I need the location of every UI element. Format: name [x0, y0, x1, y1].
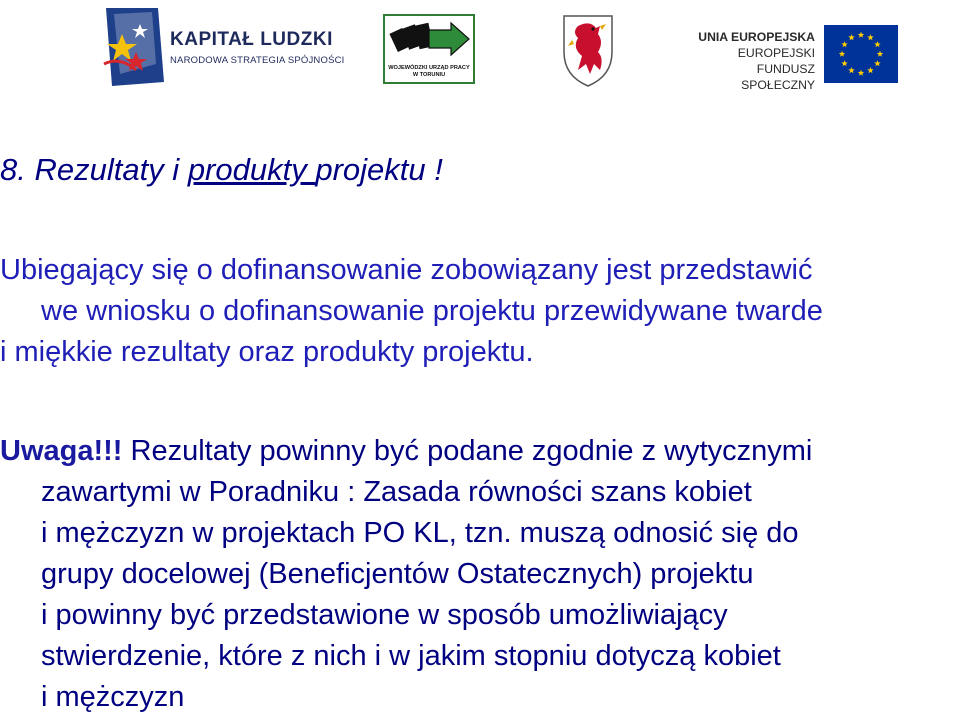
kapital-ludzki-subtitle: NARODOWA STRATEGIA SPÓJNOŚCI [170, 55, 345, 66]
note-line: zawartymi w Poradniku : Zasada równości szans kobiet [41, 476, 752, 508]
warning-label: Uwaga!!! [0, 435, 123, 467]
slide-title-end: projektu ! [315, 152, 443, 187]
eu-efs-text [690, 29, 815, 93]
wup-caption-line1: WOJEWÓDZKI URZĄD PRACY [388, 65, 470, 71]
coat-of-arms-logo [560, 12, 616, 88]
eu-line1: UNIA EUROPEJSKA [698, 30, 815, 44]
slide-title-underlined: produkty [187, 152, 316, 187]
eu-line2: EUROPEJSKI [737, 46, 815, 60]
kapital-ludzki-logo [100, 4, 350, 88]
wup-caption [383, 65, 475, 79]
logo-bar [0, 0, 960, 100]
note-line: i powinny być przedstawione w sposób umożliwiający [41, 599, 728, 631]
note-line: grupy docelowej (Beneficjentów Ostatecznych) projektu [41, 558, 754, 590]
note-line [0, 431, 960, 472]
note-line: i mężczyzn [41, 681, 185, 713]
eu-efs-logo [690, 20, 910, 92]
slide-title-start: 8. Rezultaty i [0, 152, 188, 187]
eu-line3: FUNDUSZ SPOŁECZNY [741, 62, 815, 92]
eu-flag-icon [824, 25, 898, 83]
slide-title [0, 152, 443, 188]
kapital-ludzki-emblem-icon [100, 4, 168, 88]
note-line: stwierdzenie, które z nich i w jakim stopniu dotyczą kobiet [41, 640, 781, 672]
griffin-coat-of-arms-icon [560, 12, 616, 88]
note-first-line-text: Rezultaty powinny być podane zgodnie z wytycznymi [122, 435, 813, 467]
intro-line: we wniosku o dofinansowanie projektu przewidywane twarde [41, 295, 823, 327]
note-paragraph [0, 431, 960, 718]
wup-caption-line2: W TORUNIU [412, 72, 446, 78]
intro-paragraph [0, 250, 960, 373]
intro-line: i miękkie rezultaty oraz produkty projektu. [0, 336, 534, 368]
kapital-ludzki-title: KAPITAŁ LUDZKI [170, 29, 333, 50]
note-line: i mężczyzn w projektach PO KL, tzn. muszą odnosić się do [41, 517, 799, 549]
intro-line: Ubiegający się o dofinansowanie zobowiązany jest przedstawić [0, 254, 813, 286]
wup-logo [383, 14, 475, 84]
